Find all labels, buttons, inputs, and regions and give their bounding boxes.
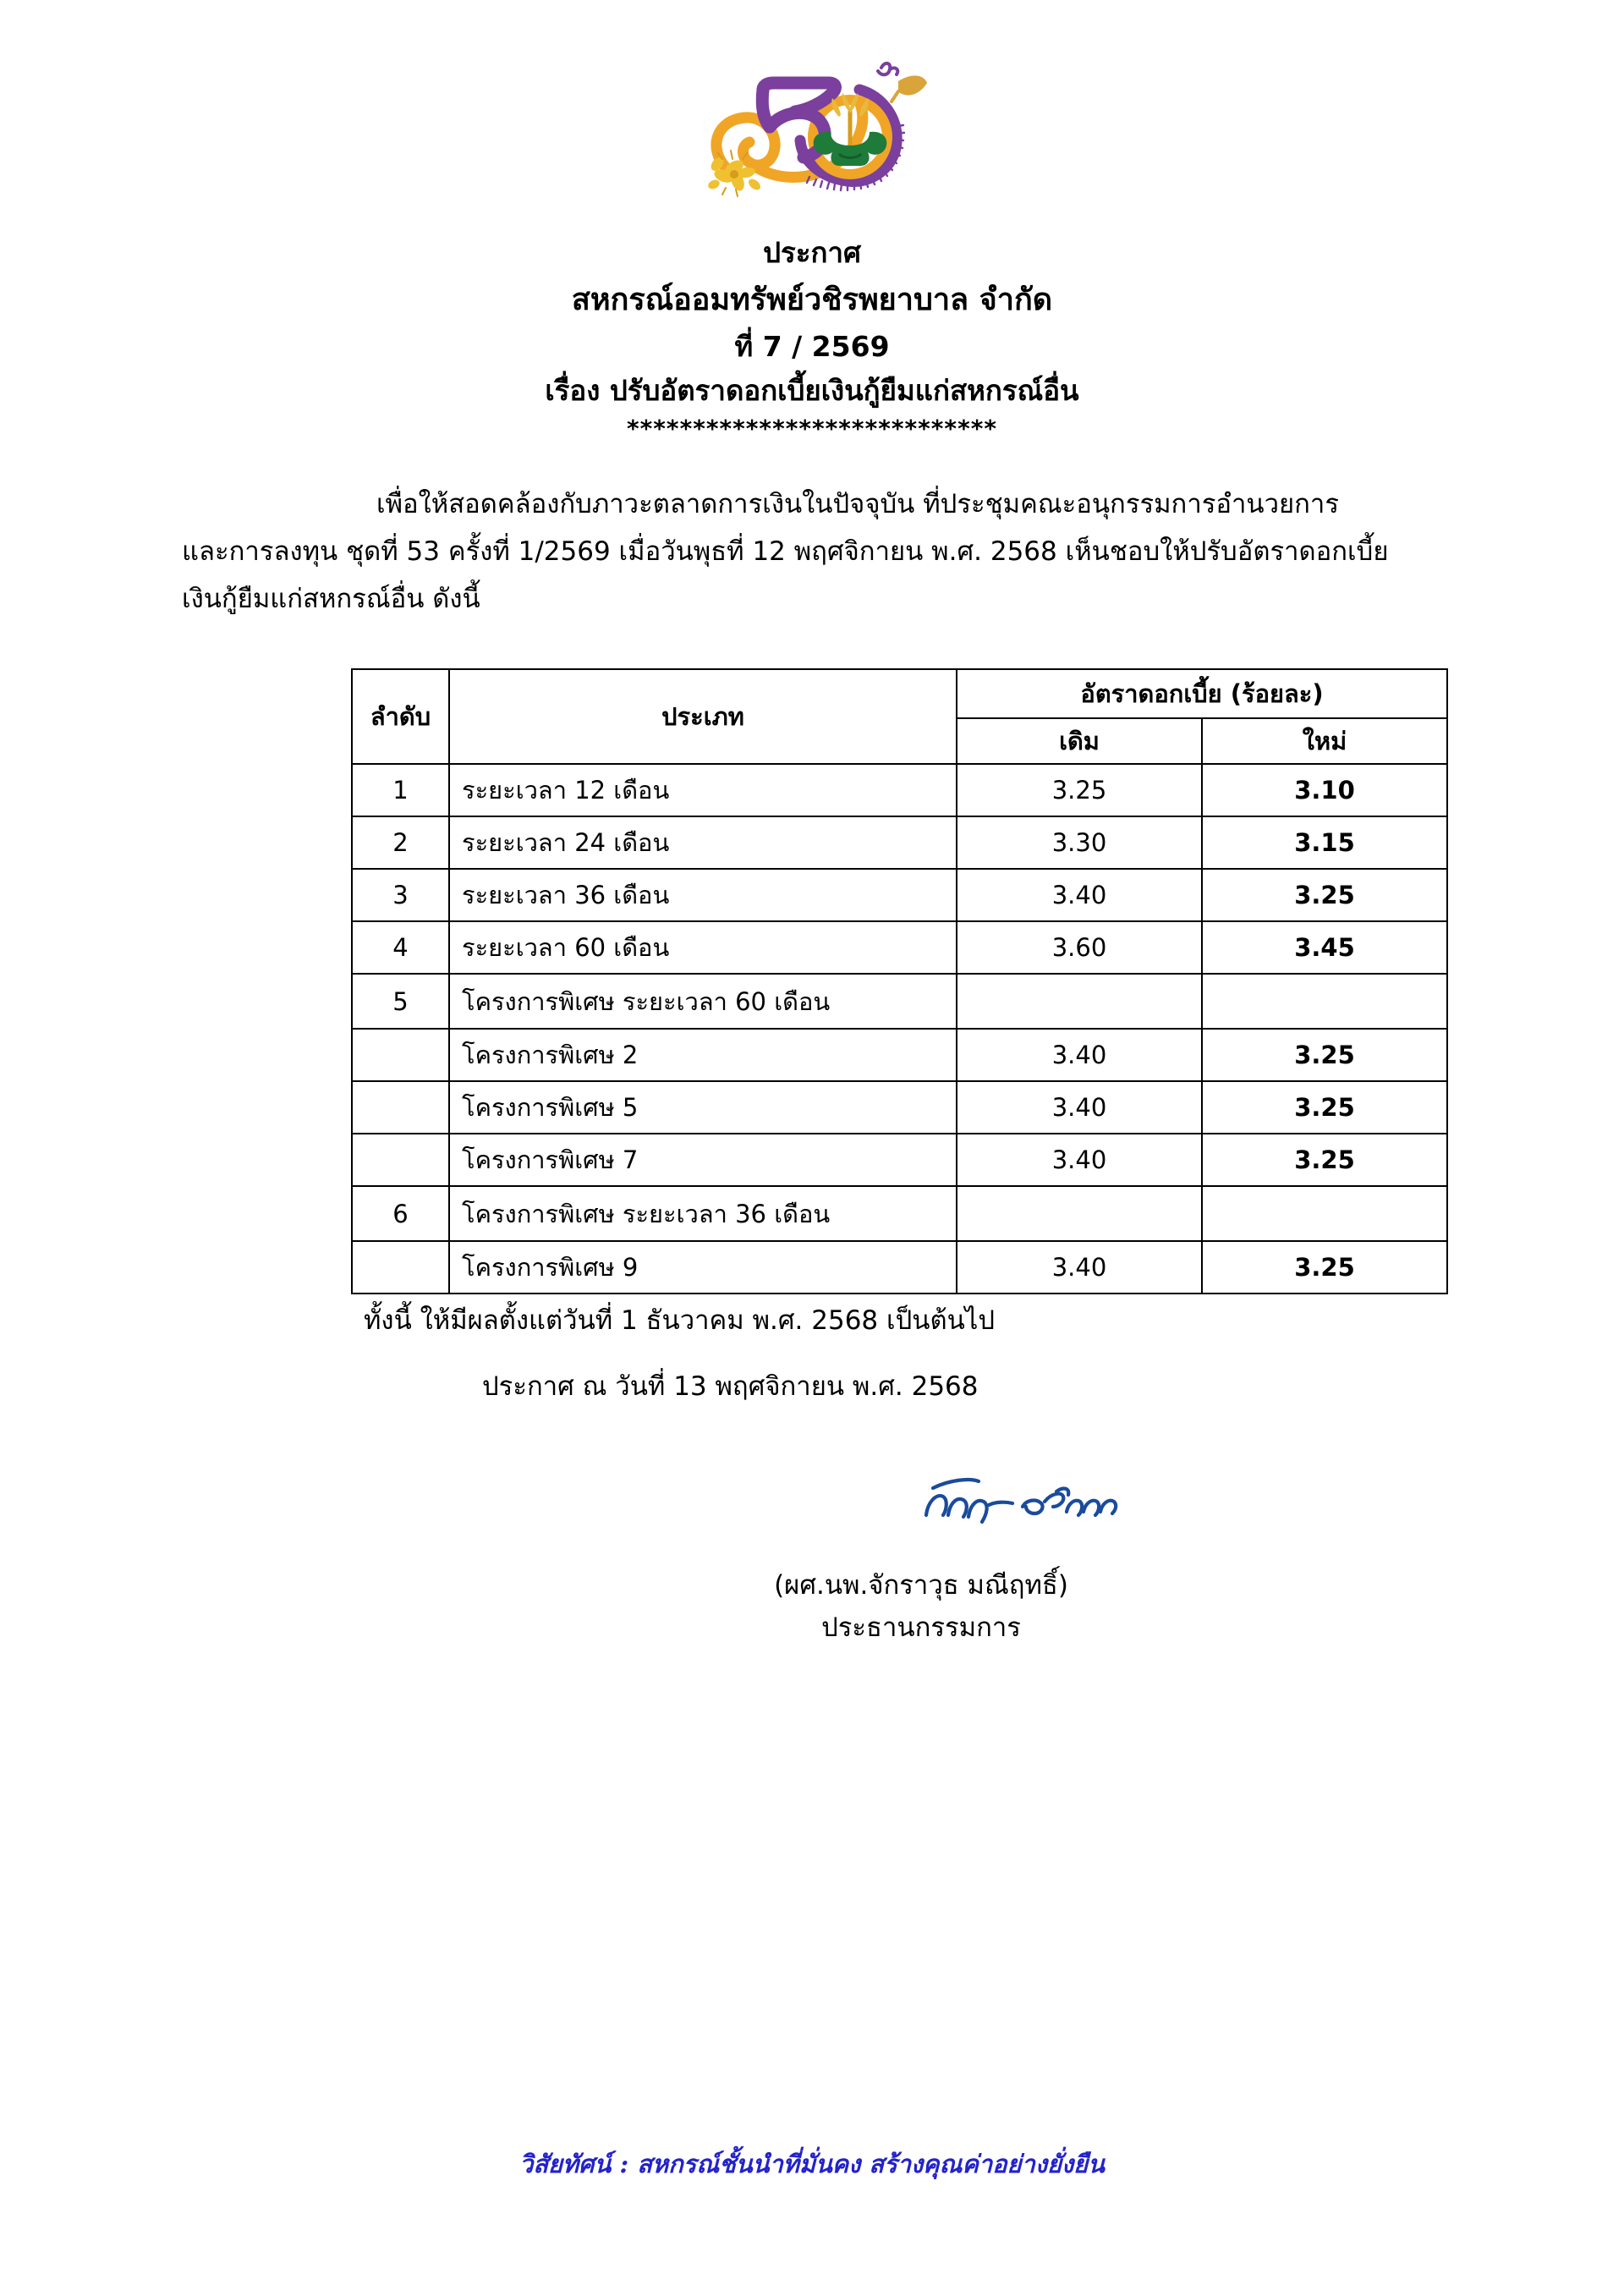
- cell-old-rate: 3.25: [957, 764, 1202, 816]
- effective-date-text: ทั้งนี้ ให้มีผลตั้งแต่วันที่ 1 ธันวาคม พ.ศ. 2568 เป็นต้นไป: [364, 1305, 996, 1336]
- cell-no: 3: [352, 869, 449, 921]
- vision-statement: วิสัยทัศน์ : สหกรณ์ชั้นนำที่มั่นคง สร้างคุณค่าอย่างยั่งยืน: [519, 2150, 1105, 2178]
- body-line-3: เงินกู้ยืมแก่สหกรณ์อื่น ดังนี้: [182, 584, 480, 614]
- cell-no: [352, 1029, 449, 1081]
- cell-no: [352, 1241, 449, 1294]
- cell-new-rate: [1202, 1186, 1447, 1241]
- cell-type: ระยะเวลา 24 เดือน: [449, 816, 957, 869]
- cell-old-rate: [957, 974, 1202, 1029]
- cell-new-rate: 3.25: [1202, 1134, 1447, 1186]
- cell-no: [352, 1081, 449, 1134]
- cell-type: ระยะเวลา 12 เดือน: [449, 764, 957, 816]
- cell-new-rate: 3.25: [1202, 1241, 1447, 1294]
- table-row: [352, 1241, 1447, 1294]
- table-row: [352, 1134, 1447, 1186]
- table-row: [352, 974, 1447, 1029]
- table-row: [352, 1081, 1447, 1134]
- table-row: [352, 869, 1447, 921]
- cell-no: 1: [352, 764, 449, 816]
- cell-no: 4: [352, 921, 449, 974]
- cell-type: โครงการพิเศษ 9: [449, 1241, 957, 1294]
- cell-new-rate: 3.25: [1202, 1029, 1447, 1081]
- announcement-subject: เรื่อง ปรับอัตราดอกเบี้ยเงินกู้ยืมแก่สหกรณ์อื่น: [545, 374, 1079, 407]
- table-row: [352, 1029, 1447, 1081]
- column-header-rate-group: อัตราดอกเบี้ย (ร้อยละ): [957, 669, 1447, 718]
- cell-type: ระยะเวลา 36 เดือน: [449, 869, 957, 921]
- table-head: [352, 669, 1447, 764]
- anniversary-50-logo-icon: [702, 49, 939, 197]
- table-header-row-1: [352, 669, 1447, 718]
- signature-image: [918, 1468, 1138, 1535]
- signer-name: (ผศ.นพ.จักราวุธ มณีฤทธิ์): [774, 1570, 1068, 1601]
- interest-rate-table: [351, 668, 1448, 1294]
- column-header-new: ใหม่: [1202, 718, 1447, 764]
- table-row: [352, 921, 1447, 974]
- cell-type: โครงการพิเศษ 7: [449, 1134, 957, 1186]
- column-header-no: ลำดับ: [352, 669, 449, 764]
- cell-new-rate: 3.25: [1202, 869, 1447, 921]
- cell-new-rate: [1202, 974, 1447, 1029]
- organization-name: สหกรณ์ออมทรัพย์วชิรพยาบาล จำกัด: [571, 283, 1053, 317]
- cell-type: โครงการพิเศษ 2: [449, 1029, 957, 1081]
- announced-date-text: ประกาศ ณ วันที่ 13 พฤศจิกายน พ.ศ. 2568: [482, 1371, 979, 1402]
- cell-type: โครงการพิเศษ ระยะเวลา 60 เดือน: [449, 974, 957, 1029]
- column-header-old: เดิม: [957, 718, 1202, 764]
- announcement-number: ที่ 7 / 2569: [734, 330, 890, 363]
- cell-old-rate: 3.40: [957, 1029, 1202, 1081]
- table-row: [352, 764, 1447, 816]
- table-row: [352, 1186, 1447, 1241]
- body-line-2: และการลงทุน ชุดที่ 53 ครั้งที่ 1/2569 เมื่อวันพุธที่ 12 พฤศจิกายน พ.ศ. 2568 เห็นชอบให้ปรับอัตราดอกเบี้ย: [182, 536, 1389, 567]
- table-row: [352, 816, 1447, 869]
- cell-no: [352, 1134, 449, 1186]
- cell-type: ระยะเวลา 60 เดือน: [449, 921, 957, 974]
- column-header-type: ประเภท: [449, 669, 957, 764]
- announcement-label: ประกาศ: [763, 236, 861, 269]
- cell-no: 5: [352, 974, 449, 1029]
- cell-old-rate: 3.40: [957, 869, 1202, 921]
- body-paragraph: [182, 481, 1459, 623]
- cell-type: โครงการพิเศษ 5: [449, 1081, 957, 1134]
- cell-old-rate: 3.40: [957, 1134, 1202, 1186]
- table-body: [352, 764, 1447, 1294]
- cell-old-rate: 3.60: [957, 921, 1202, 974]
- cell-old-rate: 3.40: [957, 1241, 1202, 1294]
- cell-new-rate: 3.45: [1202, 921, 1447, 974]
- asterisk-divider: ****************************: [627, 415, 997, 442]
- body-line-1: เพื่อให้สอดคล้องกับภาวะตลาดการเงินในปัจจุบัน ที่ประชุมคณะอนุกรรมการอำนวยการ: [376, 489, 1339, 519]
- cell-old-rate: 3.30: [957, 816, 1202, 869]
- cell-type: โครงการพิเศษ ระยะเวลา 36 เดือน: [449, 1186, 957, 1241]
- cell-new-rate: 3.25: [1202, 1081, 1447, 1134]
- cell-no: 2: [352, 816, 449, 869]
- cell-old-rate: 3.40: [957, 1081, 1202, 1134]
- cell-no: 6: [352, 1186, 449, 1241]
- cell-new-rate: 3.10: [1202, 764, 1447, 816]
- cell-old-rate: [957, 1186, 1202, 1241]
- signer-role: ประธานกรรมการ: [821, 1612, 1021, 1643]
- cell-new-rate: 3.15: [1202, 816, 1447, 869]
